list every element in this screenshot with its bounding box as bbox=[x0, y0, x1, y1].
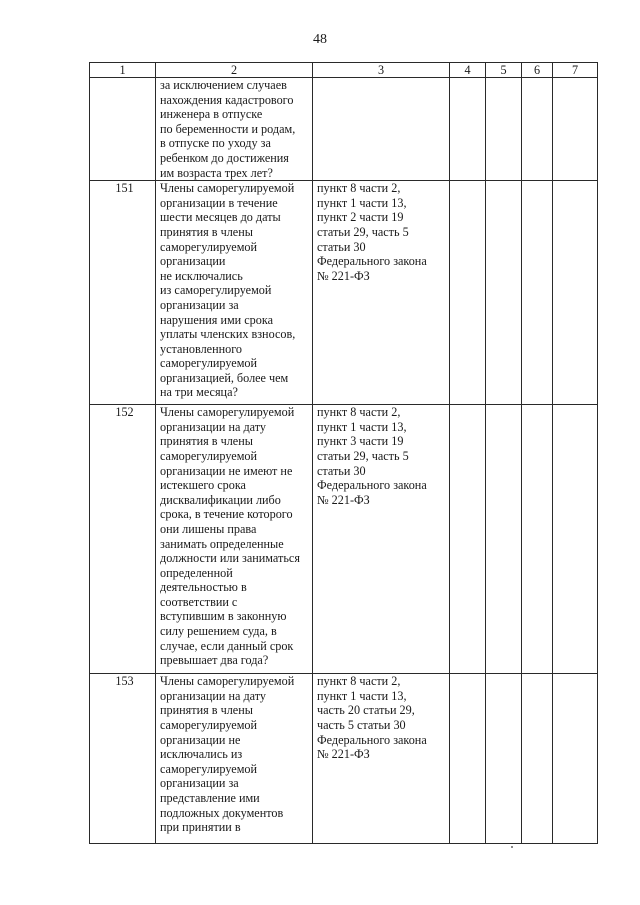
column-header-7: 7 bbox=[553, 63, 598, 78]
empty-cell bbox=[522, 405, 553, 674]
column-header-5: 5 bbox=[486, 63, 522, 78]
empty-cell bbox=[450, 181, 486, 405]
table-header-row bbox=[90, 63, 598, 78]
row-legal-reference: пункт 8 части 2, пункт 1 части 13, часть 20 статьи 29, часть 5 статьи 30 Федерального закона № 221-ФЗ bbox=[313, 674, 450, 844]
table-row bbox=[90, 181, 598, 405]
scan-speck bbox=[511, 846, 513, 848]
table-row bbox=[90, 78, 598, 181]
empty-cell bbox=[486, 405, 522, 674]
row-number: 151 bbox=[90, 181, 156, 405]
row-number: 152 bbox=[90, 405, 156, 674]
column-header-4: 4 bbox=[450, 63, 486, 78]
empty-cell bbox=[450, 674, 486, 844]
row-description: Члены саморегулируемой организации на дату принятия в члены саморегулируемой организации не имеют не истекшего срока дисквалификации либо срока, в течение которого они лишены права занимать определенные должности или заниматься определенной деятельностью в соответствии с вступившим в законную силу решением суда, в случае, если данный срок превышает два года? bbox=[156, 405, 313, 674]
row-legal-reference bbox=[313, 78, 450, 181]
empty-cell bbox=[486, 674, 522, 844]
column-header-6: 6 bbox=[522, 63, 553, 78]
empty-cell bbox=[522, 78, 553, 181]
row-legal-reference: пункт 8 части 2, пункт 1 части 13, пункт 3 части 19 статьи 29, часть 5 статьи 30 Федерального закона № 221-ФЗ bbox=[313, 405, 450, 674]
empty-cell bbox=[553, 674, 598, 844]
requirements-table bbox=[89, 62, 598, 844]
empty-cell bbox=[450, 78, 486, 181]
row-description: Члены саморегулируемой организации на дату принятия в члены саморегулируемой организации не исключались из саморегулируемой организации за представление ими подложных документов при принятии в bbox=[156, 674, 313, 844]
empty-cell bbox=[486, 78, 522, 181]
column-header-2: 2 bbox=[156, 63, 313, 78]
empty-cell bbox=[486, 181, 522, 405]
row-description: за исключением случаев нахождения кадастрового инженера в отпуске по беременности и родам, в отпуске по уходу за ребенком до достижения им возраста трех лет? bbox=[156, 78, 313, 181]
table-row bbox=[90, 674, 598, 844]
empty-cell bbox=[450, 405, 486, 674]
row-description: Члены саморегулируемой организации в течение шести месяцев до даты принятия в члены саморегулируемой организации не исключались из саморегулируемой организации за нарушения ими срока уплаты членских взносов, установленного саморегулируемой организацией, более чем на три месяца? bbox=[156, 181, 313, 405]
empty-cell bbox=[553, 405, 598, 674]
row-number: 153 bbox=[90, 674, 156, 844]
row-number bbox=[90, 78, 156, 181]
empty-cell bbox=[553, 78, 598, 181]
page-number: 48 bbox=[313, 32, 327, 47]
table-row bbox=[90, 405, 598, 674]
row-legal-reference: пункт 8 части 2, пункт 1 части 13, пункт 2 части 19 статьи 29, часть 5 статьи 30 Федерального закона № 221-ФЗ bbox=[313, 181, 450, 405]
column-header-3: 3 bbox=[313, 63, 450, 78]
empty-cell bbox=[522, 674, 553, 844]
column-header-1: 1 bbox=[90, 63, 156, 78]
empty-cell bbox=[553, 181, 598, 405]
empty-cell bbox=[522, 181, 553, 405]
